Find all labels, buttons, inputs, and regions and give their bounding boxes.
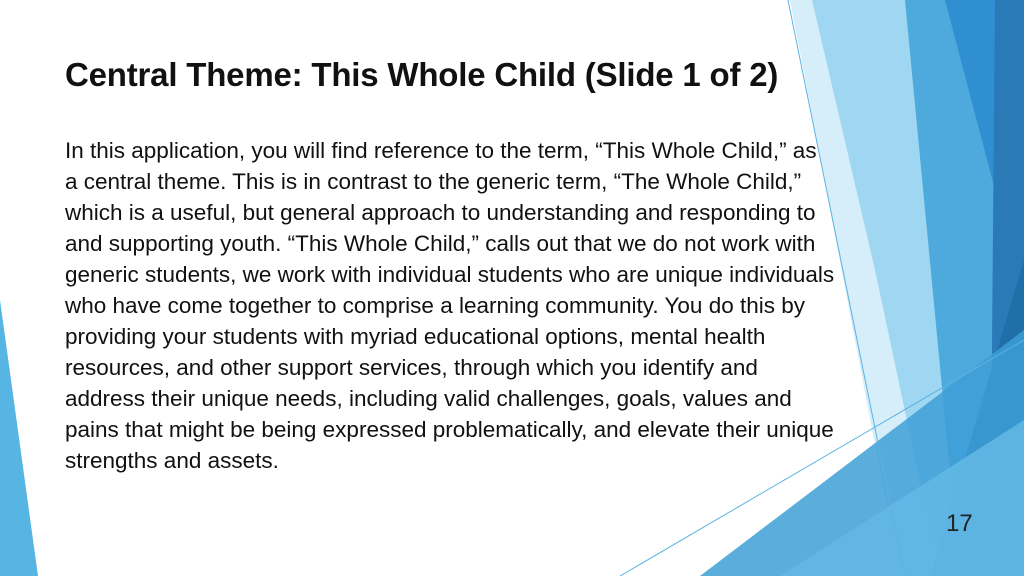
left-edge-triangle (0, 300, 38, 576)
page-number: 17 (946, 510, 973, 537)
slide-title: Central Theme: This Whole Child (Slide 1 of 2) (65, 56, 779, 93)
slide-body-text: In this application, you will find reference to the term, “This Whole Child,” as a central theme. This is in contrast to the generic term, “The Whole Child,” which is a useful, but general approach to understanding and responding to and supporting youth. “This Whole Child,” calls out that we do not work with generic students, we work with individual students who are unique individuals who have come together to comprise a learning community. You do this by providing your students with myriad educational options, mental health resources, and other support services, through which you identify and address their unique needs, including valid challenges, goals, values and pains that might be being expressed problematically, and elevate their unique strengths and assets. (65, 138, 835, 473)
